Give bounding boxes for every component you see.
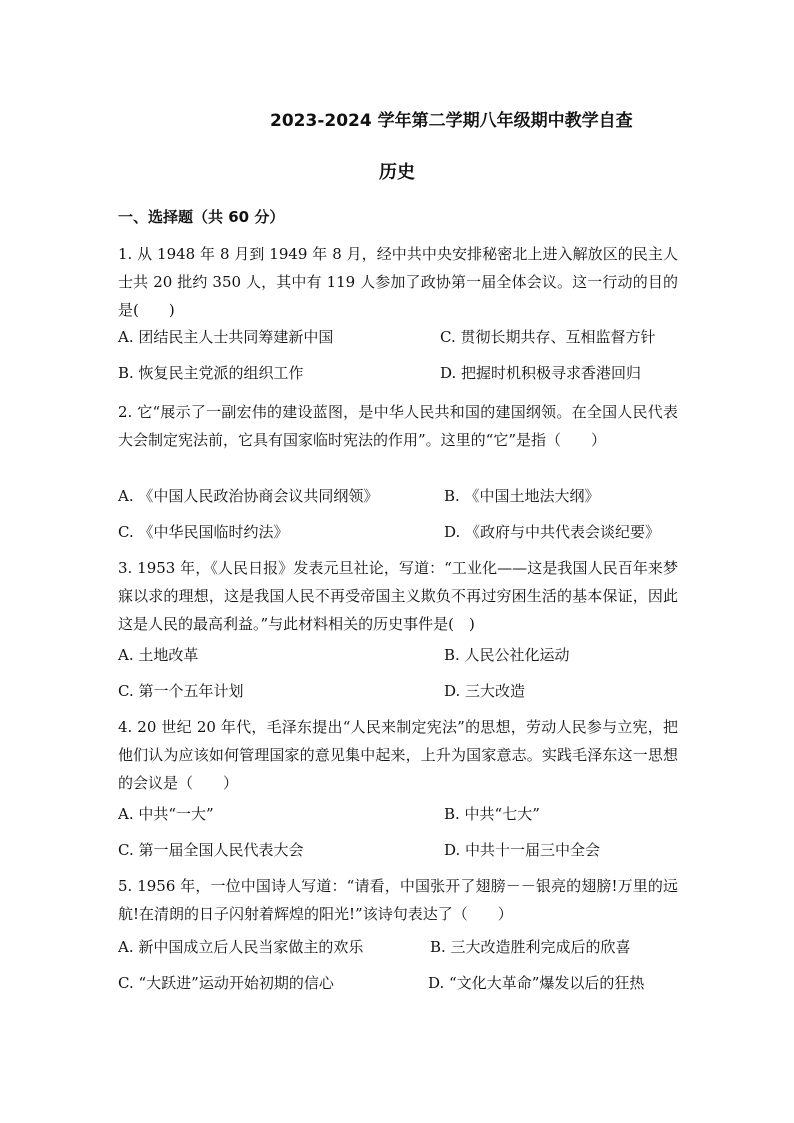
question-2-option-b: B. 《中国土地法大纲》 [444, 487, 600, 505]
question-2-option-c: C. 《中华民国临时约法》 [118, 523, 289, 541]
question-1-option-a: A. 团结民主人士共同筹建新中国 [118, 328, 334, 346]
question-2-option-d: D. 《政府与中共代表会谈纪要》 [444, 523, 661, 541]
question-4-option-b: B. 中共“七大” [444, 805, 540, 823]
question-3-option-c: C. 第一个五年计划 [118, 682, 244, 700]
exam-title: 2023-2024 学年第二学期八年级期中教学自查 [270, 111, 633, 131]
question-3-option-a: A. 土地改革 [118, 646, 199, 664]
question-2-text: 2. 它“展示了一副宏伟的建设蓝图，是中华人民共和国的建国纲领。在全国人民代表大会制定宪法前，它具有国家临时宪法的作用”。这里的“它”是指（ ） [118, 403, 678, 449]
question-4-option-c: C. 第一届全国人民代表大会 [118, 841, 304, 859]
question-5-option-c: C. “大跃进”运动开始初期的信心 [118, 974, 334, 992]
question-5-option-b: B. 三大改造胜利完成后的欣喜 [430, 938, 631, 956]
question-5-text: 5. 1956 年，一位中国诗人写道：“请看，中国张开了翅膀－－银亮的翅膀!万里的远航!在清朗的日子闪射着辉煌的阳光!”该诗句表达了（ ） [118, 877, 678, 923]
question-3-option-d: D. 三大改造 [444, 682, 526, 700]
section-heading: 一、选择题（共 60 分） [118, 208, 285, 226]
question-3-text: 3. 1953 年，《人民日报》发表元旦社论，写道：“工业化——这是我国人民百年来梦寐以求的理想，这是我国人民不再受帝国主义欺负不再过穷困生活的基本保证，因此这是人民的最高利益。”与此材料相关的历史事件是( ) [118, 559, 678, 633]
question-1-option-b: B. 恢复民主党派的组织工作 [118, 364, 304, 382]
question-4-text: 4. 20 世纪 20 年代，毛泽东提出“人民来制定宪法”的思想，劳动人民参与立宪，把他们认为应该如何管理国家的意见集中起来，上升为国家意志。实践毛泽东这一思想的会议是（ ） [118, 718, 678, 792]
exam-subject: 历史 [379, 162, 415, 183]
question-1-option-c: C. 贯彻长期共存、互相监督方针 [440, 328, 656, 346]
question-3-option-b: B. 人民公社化运动 [444, 646, 570, 664]
question-4-option-d: D. 中共十一届三中全会 [444, 841, 601, 859]
question-2-option-a: A. 《中国人民政治协商会议共同纲领》 [118, 487, 379, 505]
question-1-text: 1. 从 1948 年 8 月到 1949 年 8 月，经中共中央安排秘密北上进入解放区的民主人士共 20 批约 350 人，其中有 119 人参加了政协第一届全体会议。这一行动的目的是( ) [118, 245, 678, 319]
question-1-option-d: D. 把握时机积极寻求香港回归 [440, 364, 642, 382]
question-4-option-a: A. 中共“一大” [118, 805, 214, 823]
question-5-option-a: A. 新中国成立后人民当家做主的欢乐 [118, 938, 364, 956]
question-5-option-d: D. “文化大革命”爆发以后的狂热 [428, 974, 645, 992]
